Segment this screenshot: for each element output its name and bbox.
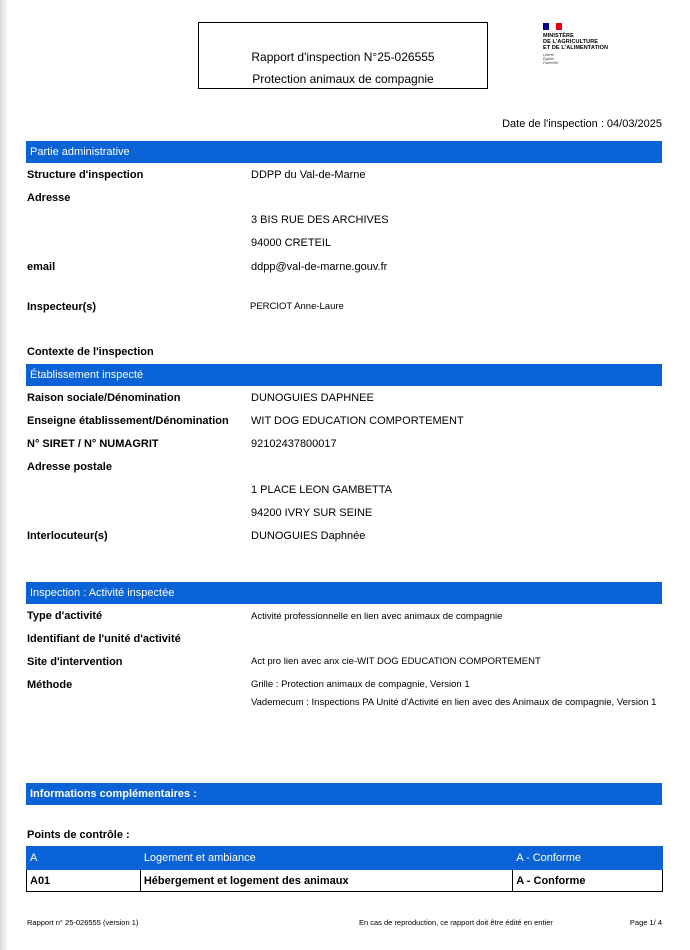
table-header-category: Logement et ambiance bbox=[140, 847, 512, 870]
raison-label: Raison sociale/Dénomination bbox=[27, 392, 181, 404]
site-value: Act pro lien avec anx cie-WIT DOG EDUCATION COMPORTEMENT bbox=[251, 656, 541, 667]
methode-value-grille: Grille : Protection animaux de compagnie, Version 1 bbox=[251, 679, 470, 690]
structure-value: DDPP du Val-de-Marne bbox=[251, 169, 366, 181]
structure-label: Structure d'inspection bbox=[27, 169, 144, 181]
siret-label: N° SIRET / N° NUMAGRIT bbox=[27, 438, 159, 450]
french-flag-icon bbox=[543, 23, 562, 30]
interlocuteur-label: Interlocuteur(s) bbox=[27, 530, 108, 542]
section-header-etablissement: Établissement inspecté bbox=[26, 364, 662, 386]
site-label: Site d'intervention bbox=[27, 656, 123, 668]
footer-page-number: Page 1/ 4 bbox=[629, 918, 662, 927]
siret-value: 92102437800017 bbox=[251, 438, 337, 450]
inspecteur-label: Inspecteur(s) bbox=[27, 301, 97, 313]
section-header-activite: Inspection : Activité inspectée bbox=[26, 582, 662, 604]
report-title-box bbox=[198, 22, 488, 89]
ministry-name: MINISTÈRE DE L'AGRICULTURE ET DE L'ALIMENTATION bbox=[543, 33, 609, 51]
interlocuteur-value: DUNOGUIES Daphnée bbox=[251, 530, 366, 542]
page-shadow bbox=[0, 0, 8, 950]
adresse-postale-line2: 94200 IVRY SUR SEINE bbox=[251, 507, 373, 519]
ministry-logo bbox=[543, 22, 653, 82]
section-header-infos: Informations complémentaires : bbox=[26, 783, 662, 805]
methode-label: Méthode bbox=[27, 679, 73, 691]
adresse-label: Adresse bbox=[27, 192, 71, 204]
points-controle-table bbox=[26, 846, 663, 892]
table-header-row bbox=[27, 847, 663, 870]
report-title: Rapport d'inspection N°25-026555 bbox=[251, 50, 435, 64]
email-value: ddpp@val-de-marne.gouv.fr bbox=[251, 261, 388, 273]
table-cell-code: A01 bbox=[27, 870, 141, 892]
footer-reproduction-note: En cas de reproduction, ce rapport doit être édité en entier bbox=[359, 918, 553, 927]
identifiant-label: Identifiant de l'unité d'activité bbox=[27, 633, 181, 645]
enseigne-label: Enseigne établissement/Dénomination bbox=[27, 415, 229, 427]
raison-value: DUNOGUIES DAPHNEE bbox=[251, 392, 374, 404]
methode-value-vademecum: Vademecum : Inspections PA Unité d'Activité en lien avec des Animaux de compagnie, Version 1 bbox=[251, 697, 657, 708]
type-activite-label: Type d'activité bbox=[27, 610, 103, 622]
table-header-status: A - Conforme bbox=[513, 847, 663, 870]
footer-report-number: Rapport n° 25-026555 (version 1) bbox=[27, 918, 139, 927]
table-cell-description: Hébergement et logement des animaux bbox=[140, 870, 512, 892]
adresse-line1: 3 BIS RUE DES ARCHIVES bbox=[251, 214, 389, 226]
adresse-line2: 94000 CRETEIL bbox=[251, 237, 332, 249]
email-label: email bbox=[27, 261, 56, 273]
adresse-postale-line1: 1 PLACE LEON GAMBETTA bbox=[251, 484, 393, 496]
adresse-postale-label: Adresse postale bbox=[27, 461, 112, 473]
table-header-code: A bbox=[27, 847, 141, 870]
table-cell-status: A - Conforme bbox=[513, 870, 663, 892]
ministry-motto: Liberté Égalité Fraternité bbox=[543, 53, 558, 65]
points-controle-label: Points de contrôle : bbox=[27, 829, 130, 841]
contexte-label: Contexte de l'inspection bbox=[27, 346, 154, 358]
enseigne-value: WIT DOG EDUCATION COMPORTEMENT bbox=[251, 415, 464, 427]
inspection-date: Date de l'inspection : 04/03/2025 bbox=[502, 118, 662, 130]
section-header-admin: Partie administrative bbox=[26, 141, 662, 163]
type-activite-value: Activité professionnelle en lien avec animaux de compagnie bbox=[251, 611, 503, 622]
table-row bbox=[27, 870, 663, 892]
report-subtitle: Protection animaux de compagnie bbox=[252, 72, 434, 86]
inspecteur-value: PERCIOT Anne-Laure bbox=[250, 301, 344, 312]
